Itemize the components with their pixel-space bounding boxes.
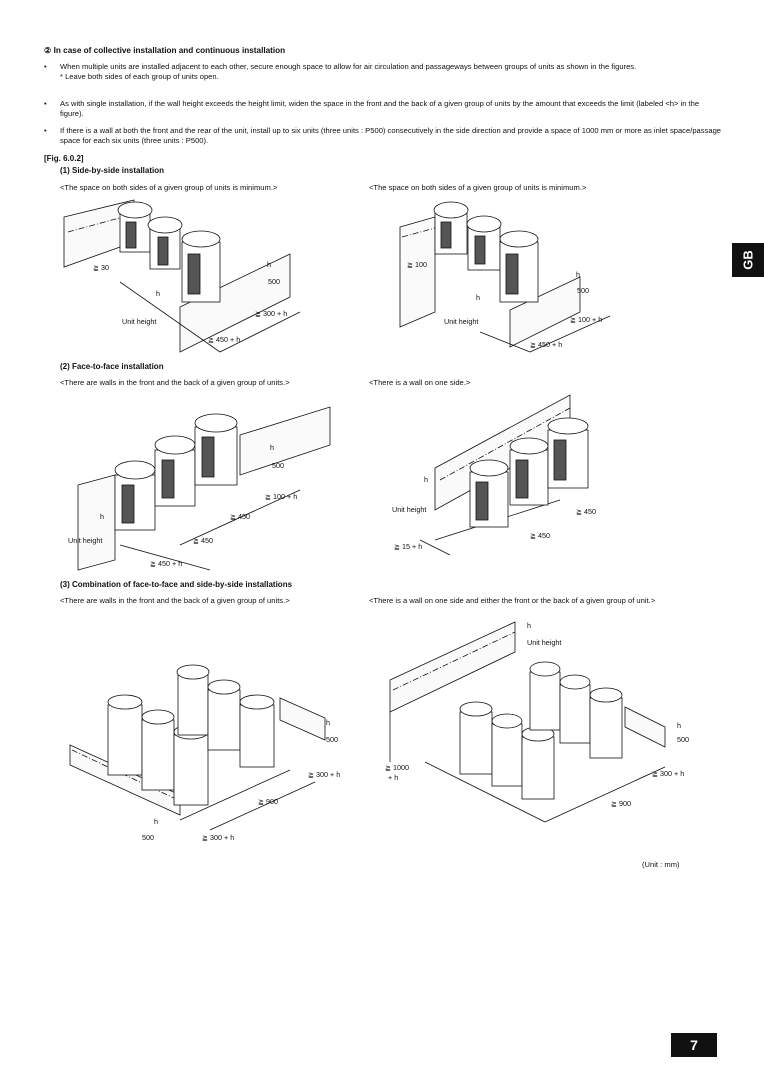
dim-h-wall: h	[156, 289, 160, 298]
unit-note: (Unit : mm)	[642, 860, 680, 869]
dim-back: ≧ 450 + h	[150, 559, 183, 568]
bullet-item-1	[44, 62, 724, 83]
dim-side-2: + h	[388, 773, 399, 782]
dim-side: ≧ 100	[407, 260, 428, 269]
bullet-note: * Leave both sides of each group of units open.	[60, 72, 219, 82]
fig2-left-caption: <There are walls in the front and the back of a given group of units.>	[60, 378, 290, 387]
bullet-text: When multiple units are installed adjacent to each other, secure enough space to allow for air circulation and passageways between groups of units as shown in the figures.	[60, 62, 637, 71]
dim-mid: ≧ 450	[530, 531, 551, 540]
fig1-left-caption: <The space on both sides of a given group of units is minimum.>	[60, 183, 278, 192]
dim-mid: ≧ 900	[258, 797, 279, 806]
dim-h-top: h	[326, 718, 330, 727]
unit-height-label: Unit height	[68, 536, 103, 545]
dim-side: ≧ 30	[93, 263, 110, 272]
fig-label: [Fig. 6.0.2]	[44, 154, 84, 163]
dim-500: 500	[577, 286, 589, 295]
unit-group	[460, 662, 622, 799]
dim-front: ≧ 300 + h	[255, 309, 288, 318]
dim-mid: ≧ 900	[611, 799, 632, 808]
unit-group	[434, 202, 538, 302]
fig2-title: (2) Face-to-face installation	[60, 362, 164, 371]
dim-back: ≧ 450 + h	[208, 335, 241, 344]
bullet-item-2	[44, 99, 724, 120]
dim-500: 500	[677, 735, 689, 744]
dim-500: 500	[326, 735, 338, 744]
dim-back: ≧ 300 + h	[202, 833, 235, 842]
dim-front: ≧ 100 + h	[265, 492, 298, 501]
dim-back: ≧ 450 + h	[530, 340, 563, 349]
unit-group	[115, 414, 237, 530]
dim-h-wall: h	[476, 293, 480, 302]
dim-front: ≧ 300 + h	[308, 770, 341, 779]
bullet-item-3	[44, 126, 724, 147]
fig3-title: (3) Combination of face-to-face and side-by-side installations	[60, 580, 293, 589]
fig3-right-caption: <There is a wall on one side and either the front or the back of a given group of unit.>	[369, 596, 656, 605]
fig3-left-diagram	[60, 650, 360, 850]
fig1-title: (1) Side-by-side installation	[60, 166, 165, 175]
unit-height-label: Unit height	[527, 638, 562, 647]
dim-front: ≧ 300 + h	[652, 769, 685, 778]
fig3-right-diagram	[385, 612, 695, 837]
dim-h-top: h	[267, 260, 271, 269]
language-tab	[732, 243, 764, 277]
unit-group	[118, 202, 220, 302]
dim-front: ≧ 450	[576, 507, 597, 516]
dim-front: ≧ 100 + h	[570, 315, 603, 324]
dim-h-wall: h	[154, 817, 158, 826]
unit-height-label: Unit height	[392, 505, 427, 514]
language-tab-label: GB	[740, 250, 756, 270]
bullet-text: As with single installation, if the wall height exceeds the height limit, widen the space in the front and the back of a given group of units by the amount that exceeds the limit (labeled <h> in the figure).	[60, 99, 700, 119]
dim-h-top: h	[576, 270, 580, 279]
dim-h-top: h	[677, 721, 681, 730]
dim-500: 500	[268, 277, 280, 286]
bullet-icon: •	[44, 62, 47, 71]
dim-side: ≧ 1000	[385, 763, 410, 772]
fig1-left-diagram	[60, 192, 360, 357]
page-number: 7	[671, 1033, 717, 1057]
bullet-icon: •	[44, 99, 47, 108]
dim-mid2: ≧ 450	[193, 536, 214, 545]
dim-500: 500	[272, 461, 284, 470]
fig1-right-diagram	[380, 192, 680, 357]
unit-height-label: Unit height	[444, 317, 479, 326]
dim-mid: ≧ 450	[230, 512, 251, 521]
bullet-icon: •	[44, 126, 47, 135]
fig3-left-caption: <There are walls in the front and the back of a given group of units.>	[60, 596, 290, 605]
dim-h-top: h	[270, 443, 274, 452]
bullet-text: If there is a wall at both the front and the rear of the unit, install up to six units (three units : P500) consecutively in the side direction and provide a space of 1000 mm or more as inlet space/passage space for each six units (three units : P500).	[60, 126, 722, 146]
fig2-right-caption: <There is a wall on one side.>	[369, 378, 471, 387]
fig1-right-caption: <The space on both sides of a given group of units is minimum.>	[369, 183, 587, 192]
dim-back: ≧ 15 + h	[394, 542, 423, 551]
dim-h-wall: h	[424, 475, 428, 484]
dim-500b: 500	[142, 833, 154, 842]
fig2-right-diagram	[380, 390, 680, 560]
section-heading: ② In case of collective installation and continuous installation	[44, 46, 286, 55]
unit-height-label: Unit height	[122, 317, 157, 326]
fig2-left-diagram	[60, 395, 360, 575]
dim-h-wall: h	[100, 512, 104, 521]
dim-h-wall: h	[527, 621, 531, 630]
